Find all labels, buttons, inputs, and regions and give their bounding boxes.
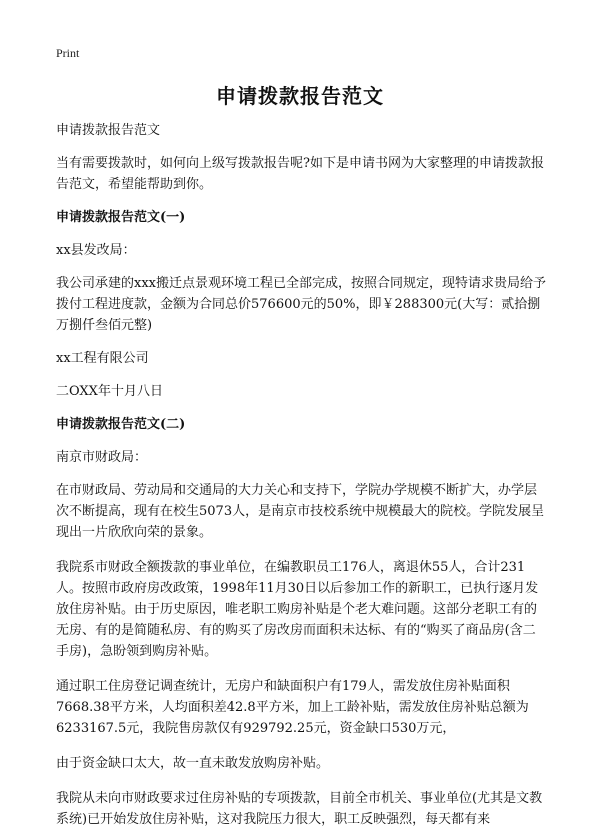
section-heading-2: 申请拨款报告范文(二)	[56, 417, 186, 432]
document-body	[56, 120, 546, 830]
body-paragraph-3: 通过职工住房登记调查统计，无房户和缺面积户有179人，需发放住房补贴面积7668.38平方米，人均面积差42.8平方米，加上工龄补贴，需发放住房补贴总额为6233167.5元，我院售房款仅有929792.25元，资金缺口530万元，	[56, 679, 529, 736]
section-heading-1: 申请拨款报告范文(一)	[56, 210, 186, 225]
body-paragraph-4: 由于资金缺口太大，故一直未敢发放购房补贴。	[56, 756, 330, 771]
print-label: Print	[56, 46, 80, 60]
body-paragraph-5: 我院从未向市财政要求过住房补贴的专项拨款，目前全市机关、事业单位(尤其是文教系统)已开始发放住房补贴，这对我院压力很大，职工反映强烈，每天都有来	[56, 791, 543, 827]
signature-company: xx工程有限公司	[56, 351, 149, 366]
subtitle-paragraph: 申请拨款报告范文	[56, 123, 161, 138]
body-paragraph-2: 我院系市财政全额拨款的事业单位，在编教职员工176人，离退休55人，合计231人。按照市政府房改政策，1998年11月30日以后参加工作的新职工，已执行逐月发放住房补贴。由于历史原因，唯老职工购房补贴是个老大难问题。这部分老职工有的无房、有的是简随私房、有的购买了房改房而面积未达标、有的“购买了商品房(含二手房)，急盼领到购房补贴。	[56, 560, 539, 659]
intro-paragraph: 当有需要拨款时，如何向上级写拨款报告呢?如下是申请书网为大家整理的申请拨款报告范文，希望能帮助到你。	[56, 156, 544, 192]
document-title: 申请拨款报告范文	[216, 84, 384, 108]
body-paragraph-1: 在市财政局、劳动局和交通局的大力关心和支持下，学院办学规模不断扩大，办学层次不断提高，现有在校生5073人，是南京市技校系统中规模最大的院校。学院发展呈现出一片欣欣向荣的景象。	[56, 483, 545, 540]
addressee-1: xx县发改局：	[56, 243, 136, 258]
signature-date: 二OXX年十月八日	[56, 384, 163, 399]
addressee-2: 南京市财政局：	[56, 450, 148, 465]
request-paragraph-1: 我公司承建的xxx搬迁点景观环境工程已全部完成，按照合同规定，现特请求贵局给予拨付工程进度款，金额为合同总价576600元的50%，即￥288300元(大写：贰拾捌万捌仟叁佰元整)	[56, 276, 546, 333]
